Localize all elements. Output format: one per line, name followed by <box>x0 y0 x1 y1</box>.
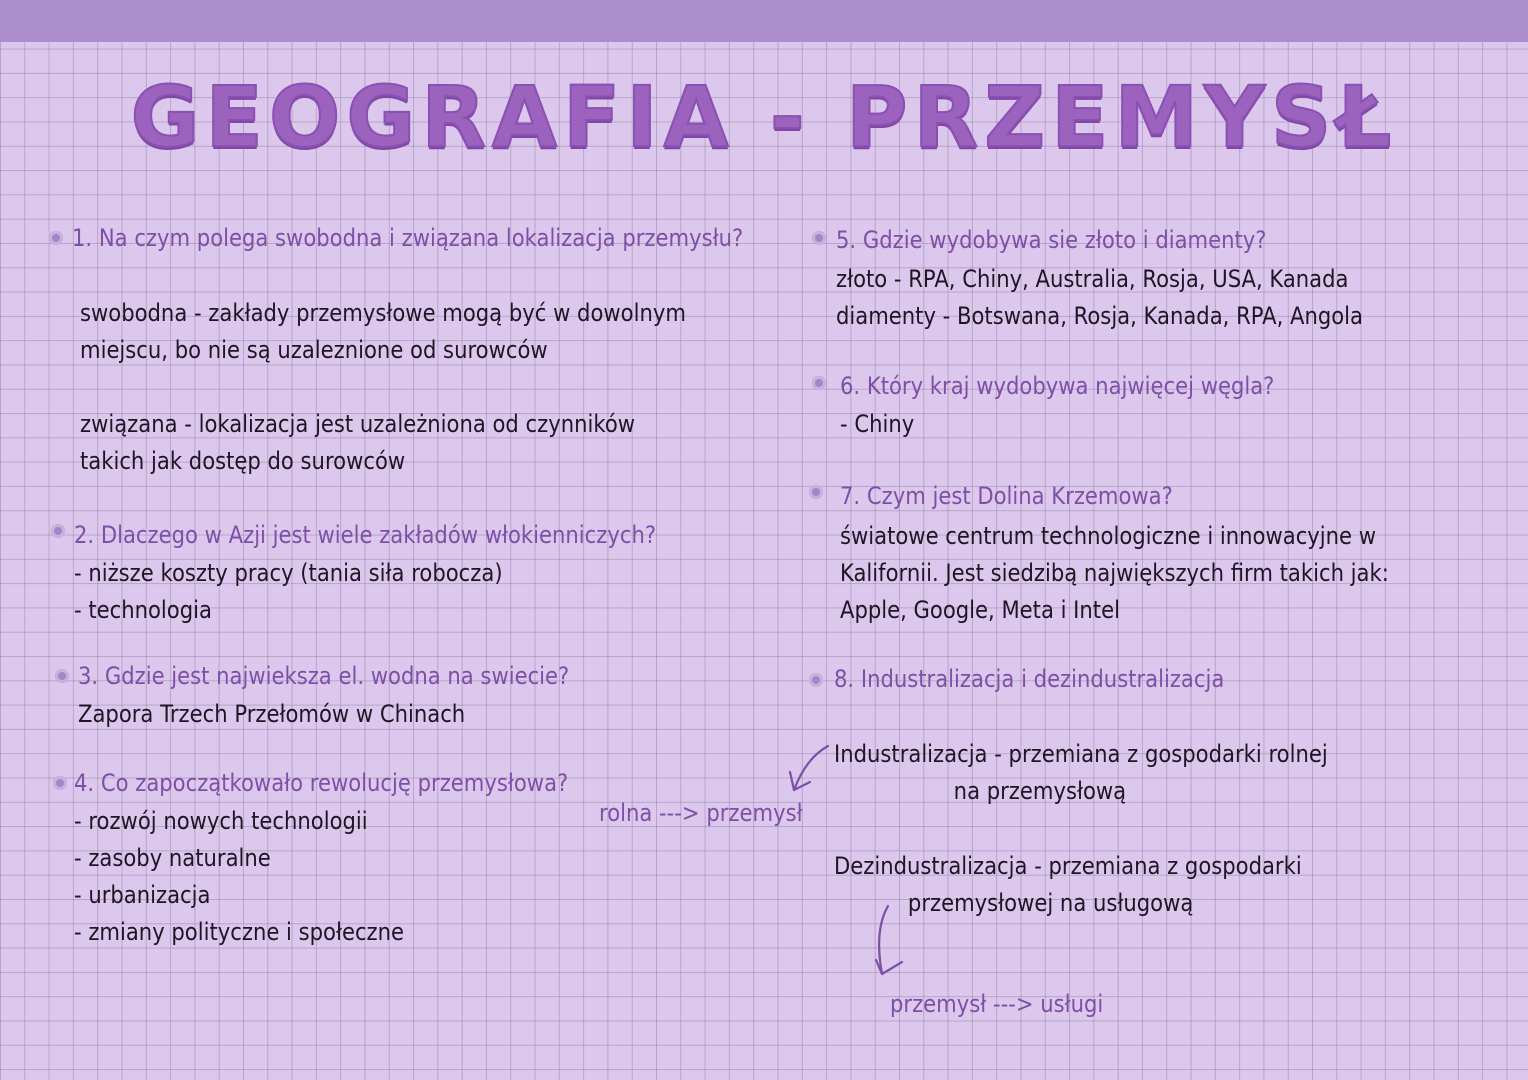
answer-line: swobodna - zakłady przemysłowe mogą być w dowolnym <box>80 299 686 327</box>
question-1: 1. Na czym polega swobodna i związana lokalizacja przemysłu? <box>72 224 744 252</box>
answer-4 <box>74 803 404 951</box>
answer-line: - niższe koszty pracy (tania siła robocza) <box>74 559 503 587</box>
answer-line: - urbanizacja <box>74 881 211 909</box>
bullet-6 <box>812 376 826 390</box>
answer-line: diamenty - Botswana, Rosja, Kanada, RPA, Angola <box>836 302 1363 330</box>
bullet-5 <box>812 231 826 245</box>
question-2: 2. Dlaczego w Azji jest wiele zakładów włokienniczych? <box>74 521 657 549</box>
question-6: 6. Który kraj wydobywa najwięcej węgla? <box>840 372 1275 400</box>
answer-7 <box>840 518 1389 629</box>
answer-line: - zasoby naturalne <box>74 844 271 872</box>
question-3: 3. Gdzie jest najwieksza el. wodna na swiecie? <box>78 662 570 690</box>
answer-1-free <box>80 295 686 369</box>
curved-arrow-icon <box>784 742 834 802</box>
curved-arrow-down-icon <box>870 900 910 980</box>
answer-line: Zapora Trzech Przełomów w Chinach <box>78 700 466 728</box>
answer-line: - Chiny <box>840 410 915 438</box>
top-bar <box>0 0 1528 42</box>
industrialization-definition <box>834 736 1328 810</box>
answer-line: - rozwój nowych technologii <box>74 807 368 835</box>
answer-line: światowe centrum technologiczne i innowacyjne w <box>840 522 1377 550</box>
note-agriculture-to-industry: rolna ---> przemysł <box>599 799 803 827</box>
answer-line: Apple, Google, Meta i Intel <box>840 596 1120 624</box>
answer-6 <box>840 406 914 443</box>
answer-line: Kalifornii. Jest siedzibą największych firm takich jak: <box>840 559 1389 587</box>
bullet-7 <box>809 485 823 499</box>
bullet-4 <box>53 776 67 790</box>
bullet-8 <box>809 673 823 687</box>
question-7: 7. Czym jest Dolina Krzemowa? <box>840 482 1173 510</box>
answer-line: związana - lokalizacja jest uzależniona od czynników <box>80 410 636 438</box>
question-5: 5. Gdzie wydobywa sie złoto i diamenty? <box>836 226 1267 254</box>
answer-line: przemysłowej na usługową <box>907 889 1194 917</box>
answer-line: - technologia <box>74 596 212 624</box>
bullet-3 <box>55 669 69 683</box>
bullet-1 <box>49 231 63 245</box>
question-8: 8. Industralizacja i dezindustralizacja <box>834 665 1225 693</box>
answer-2 <box>74 555 503 629</box>
answer-3 <box>78 696 465 733</box>
page-title: GEOGRAFIA - PRZEMYSŁ <box>130 68 1398 166</box>
answer-1-bound <box>80 406 635 480</box>
answer-line: - zmiany polityczne i społeczne <box>74 918 405 946</box>
question-4: 4. Co zapoczątkowało rewolucję przemysłowa? <box>74 769 569 797</box>
bullet-2 <box>51 524 65 538</box>
answer-line: na przemysłową <box>953 777 1127 805</box>
answer-line: złoto - RPA, Chiny, Australia, Rosja, USA, Kanada <box>836 265 1349 293</box>
answer-5 <box>836 261 1363 335</box>
note-industry-to-services: przemysł ---> usługi <box>890 990 1104 1018</box>
answer-line: Industralizacja - przemiana z gospodarki rolnej <box>834 740 1328 768</box>
answer-line: miejscu, bo nie są uzaleznione od surowców <box>80 336 548 364</box>
answer-line: Dezindustralizacja - przemiana z gospodarki <box>834 852 1302 880</box>
answer-line: takich jak dostęp do surowców <box>80 447 406 475</box>
